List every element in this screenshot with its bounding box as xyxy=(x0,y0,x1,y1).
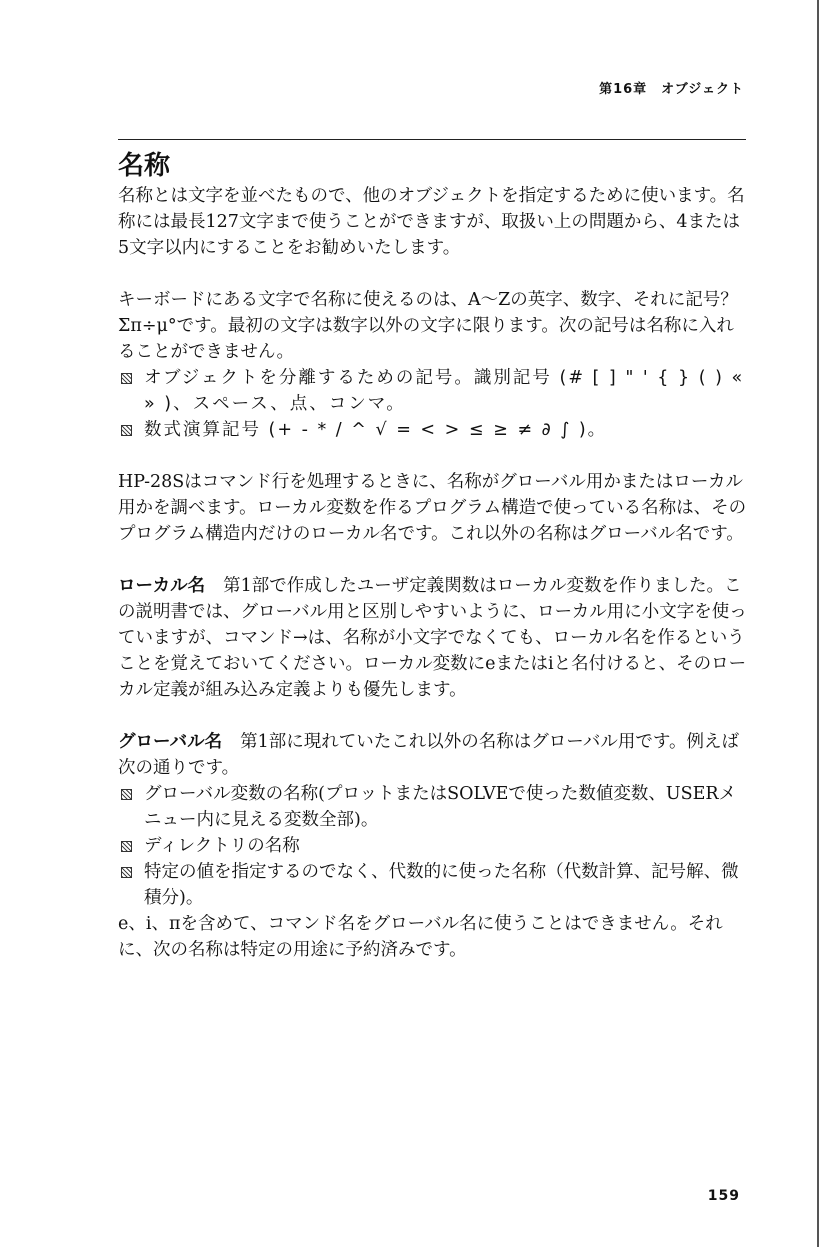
global-name-paragraph xyxy=(118,729,748,781)
local-name-text: 第1部で作成したユーザ定義関数はローカル変数を作りました。この説明書では、グローバル用と区別しやすいように、ローカル用に小文字を使っていますが、コマンド→は、名称が小文字でなくても、ローカル名を作るということを覚えておいてください。ローカル変数にeまたはiと名付けると、そのローカル定義が組み込み定義よりも優先します。 xyxy=(118,576,747,700)
list-item xyxy=(118,365,748,417)
forbidden-symbols-list xyxy=(118,365,748,443)
global-name-heading: グローバル名 xyxy=(118,732,223,752)
list-item xyxy=(118,417,748,443)
section-rule xyxy=(118,139,746,140)
list-item: グローバル変数の名称(プロットまたはSOLVEで使った数値変数、USERメニュー内に見える変数全部)。 xyxy=(118,781,748,833)
section-body xyxy=(118,183,748,963)
page-number: 159 xyxy=(707,1188,740,1204)
section-title: 名称 xyxy=(118,151,171,181)
operator-symbols-text: 数式演算記号 (+ - * / ^ √ = < > ≤ ≥ ≠ ∂ ∫ )。 xyxy=(144,420,608,440)
reserved-names-paragraph: e、i、πを含めて、コマンド名をグローバル名に使うことはできません。それに、次の名称は特定の用途に予約済みです。 xyxy=(118,914,723,960)
global-name-list xyxy=(118,781,748,911)
intro-paragraph-1: 名称とは文字を並べたもので、他のオブジェクトを指定するために使います。名称には最長127文字まで使うことができますが、取扱い上の問題から、4または5文字以内にすることをお勧めいたします。 xyxy=(118,186,745,258)
local-name-heading: ローカル名 xyxy=(118,576,206,596)
hp28s-paragraph: HP-28Sはコマンド行を処理するときに、名称がグローバル用かまたはローカル用かを調べます。ローカル変数を作るプログラム構造で使っている名称は、そのプログラム構造内だけのローカル名です。これ以外の名称はグローバル名です。 xyxy=(118,472,747,544)
global-name-text: 第1部に現れていたこれ以外の名称はグローバル用です。例えば次の通りです。 xyxy=(118,732,739,778)
separator-symbols-text: オブジェクトを分離するための記号。識別記号 (# [ ] " ' { } ( ) « » )、スペース、点、コンマ。 xyxy=(144,368,745,414)
intro-paragraph-2: キーボードにある文字で名称に使えるのは、A～Zの英字、数字、それに記号？Σπ÷μ°です。最初の文字は数字以外の文字に限ります。次の記号は名称に入れることができません。 xyxy=(118,290,738,362)
page-spine-edge xyxy=(817,0,819,1247)
list-item: 特定の値を指定するのでなく、代数的に使った名称（代数計算、記号解、微積分)。 xyxy=(118,859,748,911)
local-name-paragraph xyxy=(118,573,748,703)
running-header: 第16章 オブジェクト xyxy=(599,82,744,97)
list-item: ディレクトリの名称 xyxy=(118,833,748,859)
